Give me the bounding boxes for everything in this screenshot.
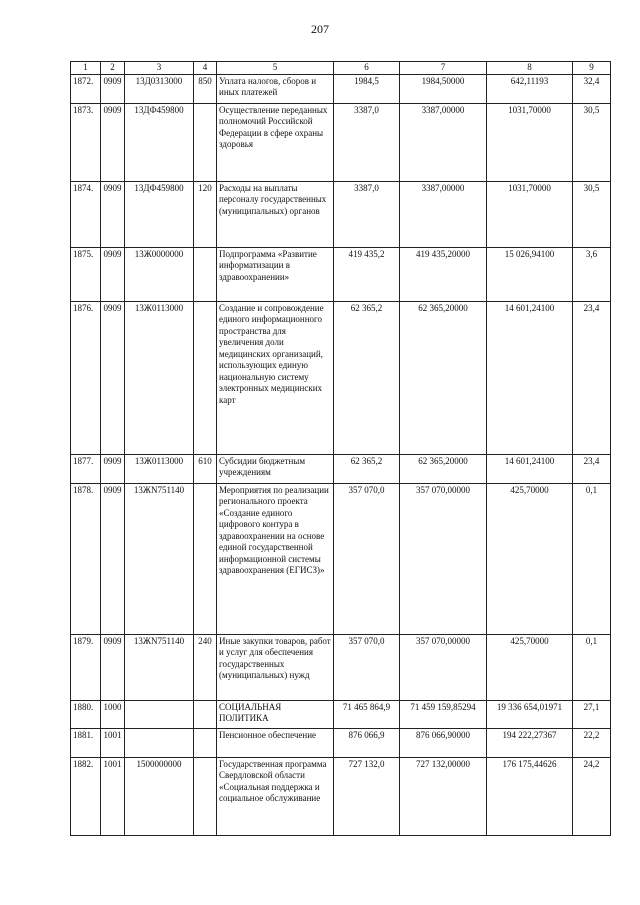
item-name: Субсидии бюджетным учреждениям	[217, 454, 334, 483]
planned-amount: 727 132,0	[334, 757, 400, 835]
section-code: 0909	[101, 181, 125, 247]
table-row	[71, 700, 611, 728]
table-row	[71, 74, 611, 103]
section-code: 1001	[101, 728, 125, 757]
article-code: 13ЖN751140	[125, 634, 194, 700]
expense-kind	[194, 483, 217, 634]
expense-kind: 120	[194, 181, 217, 247]
executed-amount: 425,70000	[487, 634, 573, 700]
expense-kind	[194, 247, 217, 301]
article-code: 13ЖN751140	[125, 483, 194, 634]
header-cell: 3	[125, 62, 194, 75]
header-cell: 1	[71, 62, 101, 75]
article-code: 13Ж0113000	[125, 454, 194, 483]
item-name: Мероприятия по реализации регионального проекта «Создание единого цифрового контура в здравоохранении на основе единой государственной информационной системы здравоохранения (ЕГИСЗ)»	[217, 483, 334, 634]
table-row	[71, 301, 611, 454]
approved-amount: 1984,50000	[400, 74, 487, 103]
execution-percent: 30,5	[573, 103, 611, 181]
item-name: Уплата налогов, сборов и иных платежей	[217, 74, 334, 103]
row-number: 1878.	[71, 483, 101, 634]
article-code	[125, 700, 194, 728]
expense-kind: 240	[194, 634, 217, 700]
article-code	[125, 728, 194, 757]
planned-amount: 419 435,2	[334, 247, 400, 301]
header-cell: 6	[334, 62, 400, 75]
approved-amount: 357 070,00000	[400, 634, 487, 700]
article-code: 13Ж0113000	[125, 301, 194, 454]
row-number: 1881.	[71, 728, 101, 757]
table-row	[71, 454, 611, 483]
header-cell: 8	[487, 62, 573, 75]
approved-amount: 357 070,00000	[400, 483, 487, 634]
row-number: 1876.	[71, 301, 101, 454]
expense-kind: 610	[194, 454, 217, 483]
execution-percent: 0,1	[573, 483, 611, 634]
approved-amount: 71 459 159,85294	[400, 700, 487, 728]
article-code: 13ДФ459800	[125, 181, 194, 247]
row-number: 1875.	[71, 247, 101, 301]
section-code: 0909	[101, 454, 125, 483]
row-number: 1879.	[71, 634, 101, 700]
execution-percent: 24,2	[573, 757, 611, 835]
item-name: Пенсионное обеспечение	[217, 728, 334, 757]
expense-kind	[194, 728, 217, 757]
executed-amount: 1031,70000	[487, 181, 573, 247]
planned-amount: 876 066,9	[334, 728, 400, 757]
table-row	[71, 103, 611, 181]
row-number: 1872.	[71, 74, 101, 103]
execution-percent: 30,5	[573, 181, 611, 247]
planned-amount: 357 070,0	[334, 634, 400, 700]
item-name: Расходы на выплаты персоналу государственных (муниципальных) органов	[217, 181, 334, 247]
executed-amount: 1031,70000	[487, 103, 573, 181]
table-row	[71, 247, 611, 301]
section-code: 0909	[101, 301, 125, 454]
approved-amount: 876 066,90000	[400, 728, 487, 757]
header-cell: 4	[194, 62, 217, 75]
row-number: 1873.	[71, 103, 101, 181]
header-cell: 9	[573, 62, 611, 75]
planned-amount: 71 465 864,9	[334, 700, 400, 728]
row-number: 1880.	[71, 700, 101, 728]
expense-kind	[194, 757, 217, 835]
execution-percent: 22,2	[573, 728, 611, 757]
execution-percent: 32,4	[573, 74, 611, 103]
header-row	[71, 62, 611, 75]
expense-kind	[194, 103, 217, 181]
approved-amount: 62 365,20000	[400, 301, 487, 454]
executed-amount: 14 601,24100	[487, 454, 573, 483]
approved-amount: 3387,00000	[400, 181, 487, 247]
executed-amount: 15 026,94100	[487, 247, 573, 301]
table-row	[71, 634, 611, 700]
section-code: 1000	[101, 700, 125, 728]
section-code: 0909	[101, 74, 125, 103]
article-code: 1500000000	[125, 757, 194, 835]
table-row	[71, 181, 611, 247]
planned-amount: 62 365,2	[334, 454, 400, 483]
planned-amount: 3387,0	[334, 181, 400, 247]
section-code: 1001	[101, 757, 125, 835]
expense-kind	[194, 700, 217, 728]
executed-amount: 194 222,27367	[487, 728, 573, 757]
table-row	[71, 483, 611, 634]
header-cell: 7	[400, 62, 487, 75]
planned-amount: 1984,5	[334, 74, 400, 103]
table-row	[71, 728, 611, 757]
approved-amount: 3387,00000	[400, 103, 487, 181]
header-cell: 2	[101, 62, 125, 75]
section-code: 0909	[101, 634, 125, 700]
page-number: 207	[311, 22, 329, 36]
planned-amount: 357 070,0	[334, 483, 400, 634]
table-row	[71, 757, 611, 835]
execution-percent: 27,1	[573, 700, 611, 728]
budget-table	[70, 61, 611, 836]
item-name: Государственная программа Свердловской области «Социальная поддержка и социальное обслуживание	[217, 757, 334, 835]
item-name: Подпрограмма «Развитие информатизации в здравоохранении»	[217, 247, 334, 301]
executed-amount: 19 336 654,01971	[487, 700, 573, 728]
execution-percent: 23,4	[573, 454, 611, 483]
article-code: 13ДФ459800	[125, 103, 194, 181]
planned-amount: 62 365,2	[334, 301, 400, 454]
executed-amount: 176 175,44626	[487, 757, 573, 835]
executed-amount: 14 601,24100	[487, 301, 573, 454]
row-number: 1882.	[71, 757, 101, 835]
section-code: 0909	[101, 247, 125, 301]
approved-amount: 62 365,20000	[400, 454, 487, 483]
approved-amount: 727 132,00000	[400, 757, 487, 835]
article-code: 13Д0313000	[125, 74, 194, 103]
expense-kind	[194, 301, 217, 454]
expense-kind: 850	[194, 74, 217, 103]
item-name: СОЦИАЛЬНАЯ ПОЛИТИКА	[217, 700, 334, 728]
article-code: 13Ж0000000	[125, 247, 194, 301]
executed-amount: 425,70000	[487, 483, 573, 634]
approved-amount: 419 435,20000	[400, 247, 487, 301]
item-name: Иные закупки товаров, работ и услуг для обеспечения государственных (муниципальных) нужд	[217, 634, 334, 700]
executed-amount: 642,11193	[487, 74, 573, 103]
section-code: 0909	[101, 103, 125, 181]
header-cell: 5	[217, 62, 334, 75]
section-code: 0909	[101, 483, 125, 634]
item-name: Осуществление переданных полномочий Российской Федерации в сфере охраны здоровья	[217, 103, 334, 181]
planned-amount: 3387,0	[334, 103, 400, 181]
execution-percent: 23,4	[573, 301, 611, 454]
execution-percent: 0,1	[573, 634, 611, 700]
execution-percent: 3,6	[573, 247, 611, 301]
row-number: 1877.	[71, 454, 101, 483]
item-name: Создание и сопровождение единого информационного пространства для увеличения доли медицинских организаций, использующих единую национальную систему электронных медицинских карт	[217, 301, 334, 454]
row-number: 1874.	[71, 181, 101, 247]
